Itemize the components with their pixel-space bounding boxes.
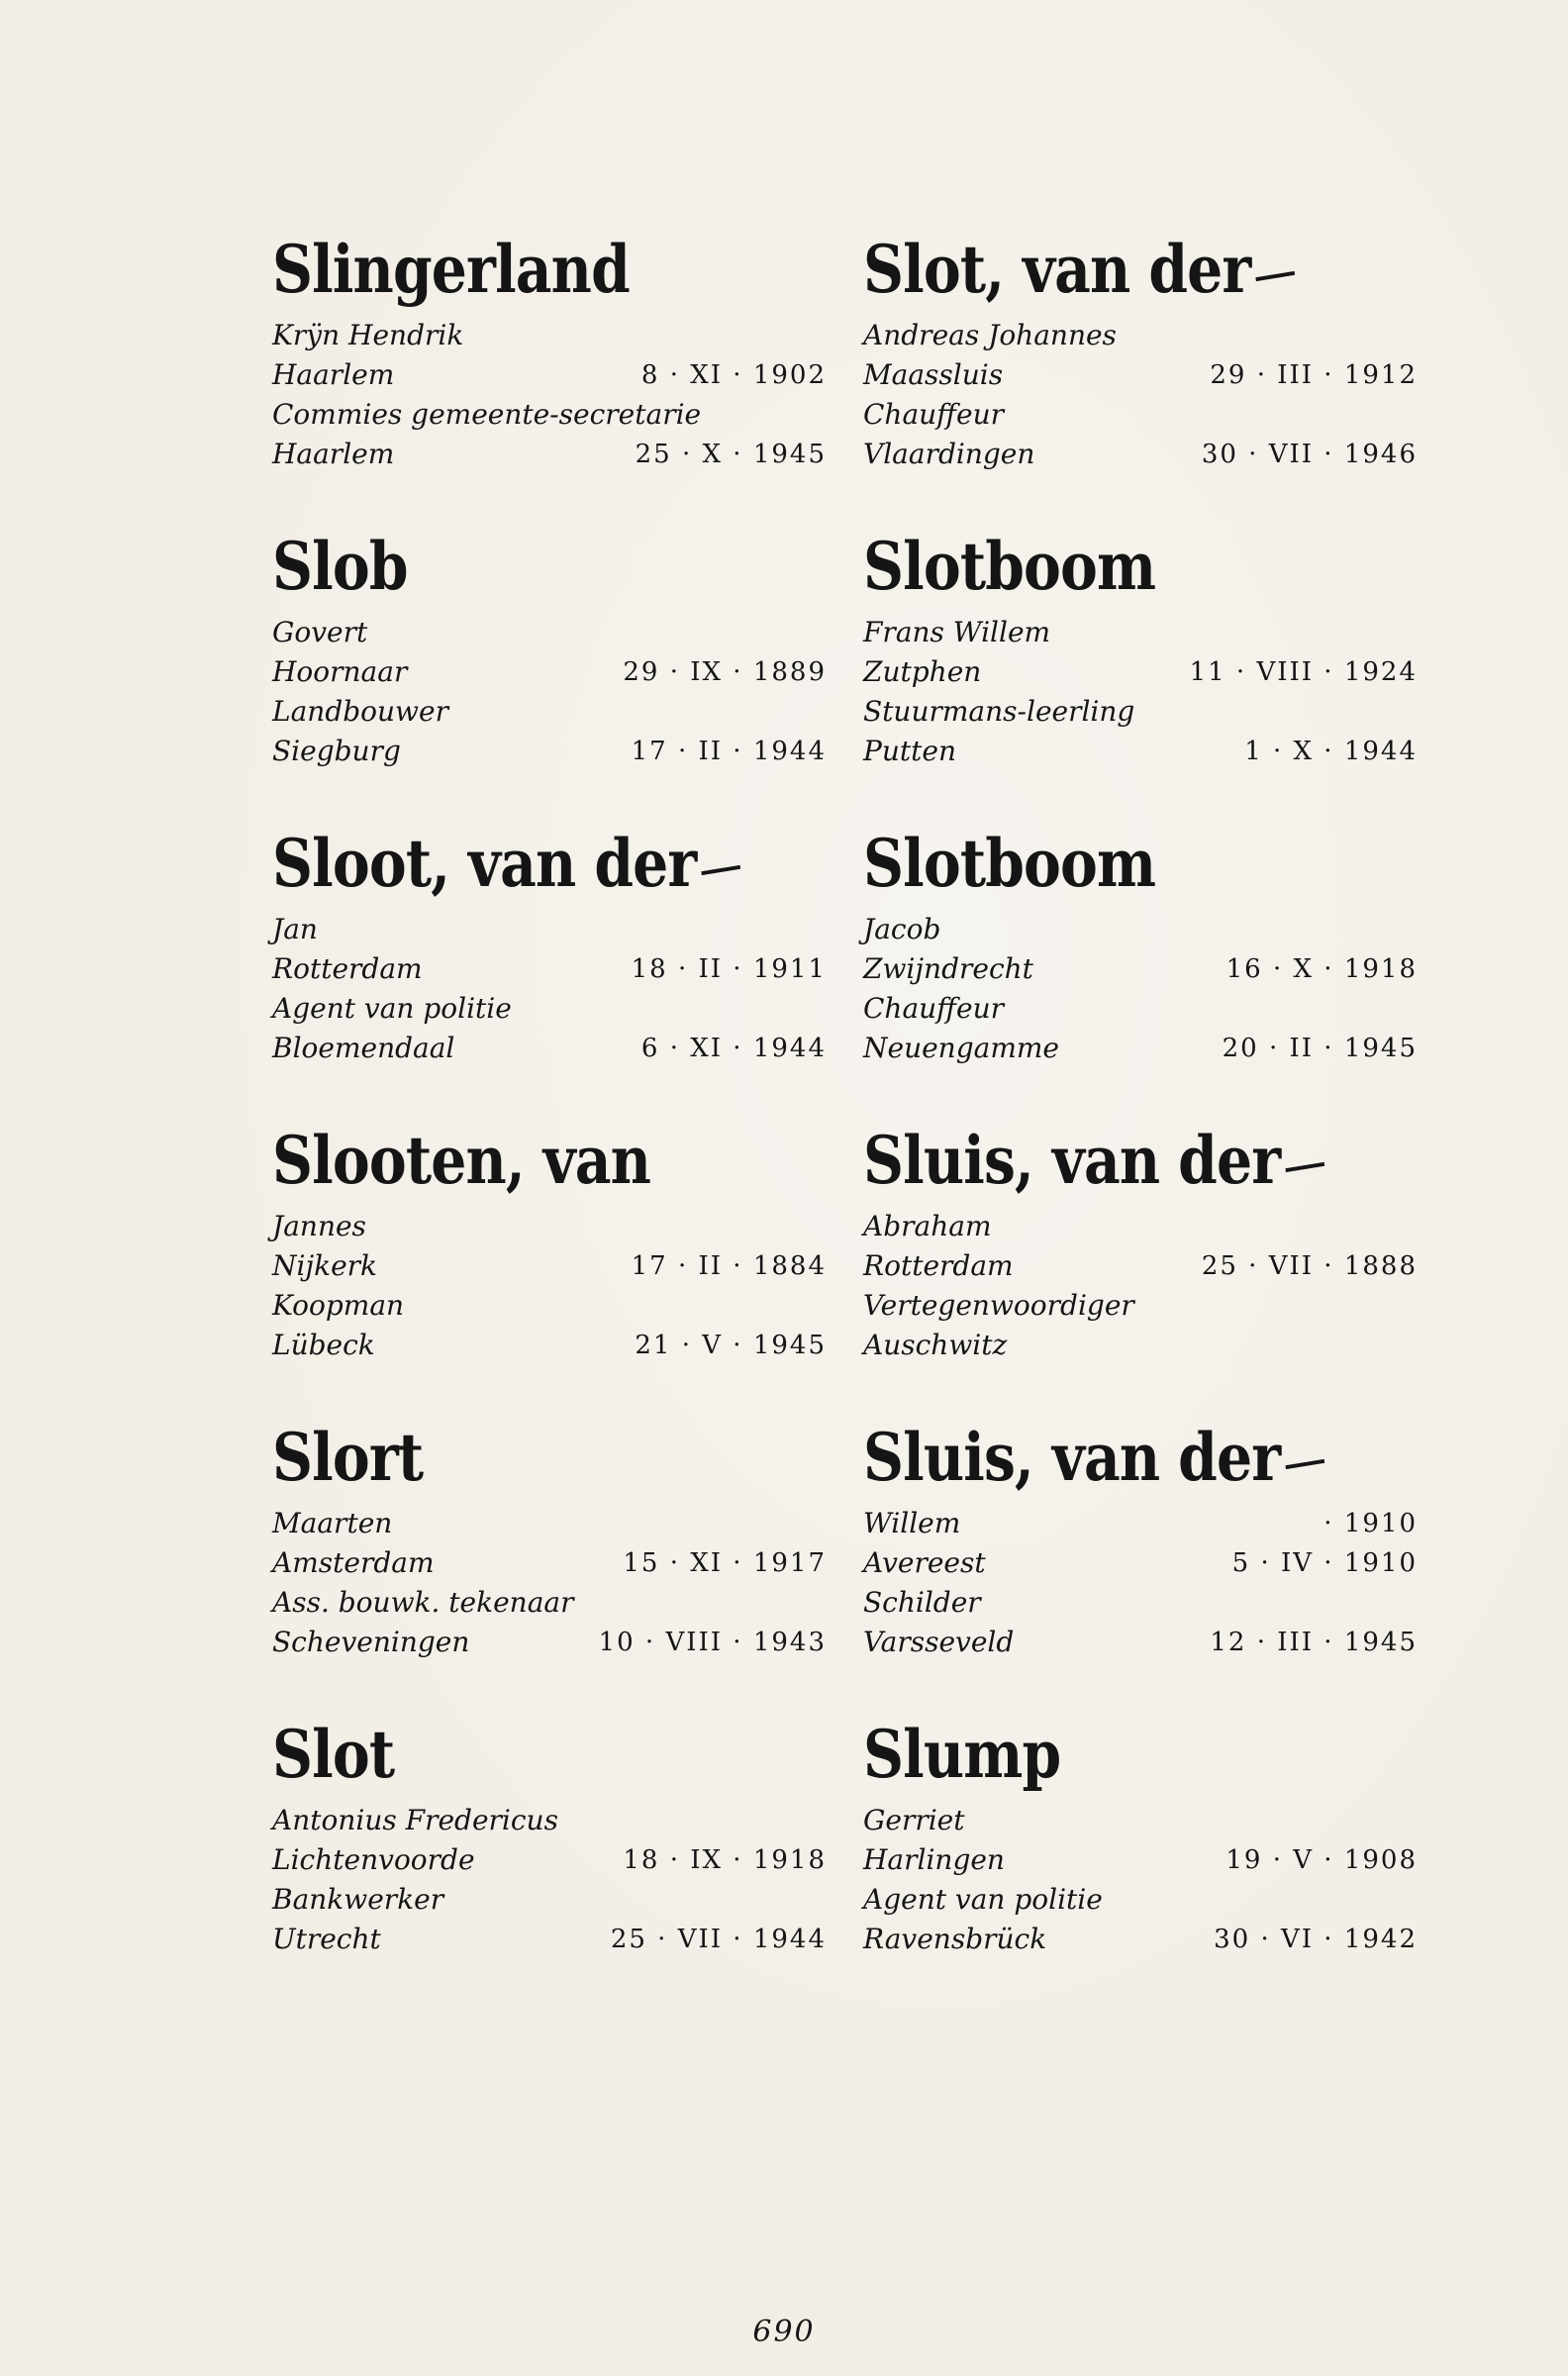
death-place: Siegburg	[272, 735, 401, 767]
birth-line	[863, 653, 1418, 691]
occupation-line	[272, 990, 827, 1028]
first-names-line	[272, 911, 827, 948]
occupation-line	[863, 693, 1418, 731]
surname: Slooten, van	[272, 1122, 651, 1199]
birth-date: 18 · II · 1911	[631, 954, 827, 984]
birth-date: 25 · VII · 1888	[1201, 1251, 1418, 1281]
birth-line	[272, 1841, 827, 1879]
entry	[863, 527, 1418, 814]
first-names: Jannes	[272, 1210, 366, 1242]
entry	[863, 1121, 1418, 1408]
occupation-line	[272, 1584, 827, 1622]
birth-line	[863, 1544, 1418, 1582]
entry	[272, 1418, 827, 1705]
birth-line	[863, 950, 1418, 988]
death-place: Neuengamme	[863, 1032, 1059, 1064]
entry	[272, 230, 827, 517]
death-place: Utrecht	[272, 1923, 381, 1955]
birth-line	[272, 653, 827, 691]
flourish-stroke	[1285, 1162, 1324, 1172]
occupation: Commies gemeente-secretarie	[272, 398, 702, 431]
first-names: Jacob	[863, 913, 941, 945]
date: · 1910	[1323, 1509, 1418, 1538]
first-names-line	[272, 1505, 827, 1542]
birth-date: 29 · III · 1912	[1210, 360, 1418, 390]
death-date: 30 · VII · 1946	[1201, 440, 1418, 469]
birth-place: Nijkerk	[272, 1249, 378, 1282]
death-line	[863, 1921, 1418, 1958]
surname: Slotboom	[863, 825, 1156, 902]
birth-date: 18 · IX · 1918	[623, 1845, 827, 1875]
birth-date: 8 · XI · 1902	[640, 360, 827, 390]
death-date: 20 · II · 1945	[1222, 1034, 1418, 1063]
flourish-stroke	[1285, 1459, 1324, 1469]
birth-line	[272, 950, 827, 988]
occupation: Bankwerker	[272, 1883, 444, 1916]
birth-place: Rotterdam	[863, 1249, 1014, 1282]
first-names: Frans Willem	[863, 616, 1051, 648]
first-names: Govert	[272, 616, 368, 648]
occupation-line	[863, 990, 1418, 1028]
occupation-line	[863, 1287, 1418, 1325]
first-names: Abraham	[863, 1210, 992, 1242]
occupation-line	[863, 1881, 1418, 1919]
occupation: Agent van politie	[863, 1883, 1103, 1916]
occupation: Stuurmans-leerling	[863, 695, 1135, 728]
death-place: Haarlem	[272, 438, 395, 470]
occupation: Schilder	[863, 1586, 981, 1619]
occupation: Chauffeur	[863, 992, 1005, 1025]
surname: Slotboom	[863, 528, 1156, 605]
birth-line	[863, 356, 1418, 394]
birth-line	[863, 1841, 1418, 1879]
first-names-line	[272, 614, 827, 651]
birth-date: 17 · II · 1884	[631, 1251, 827, 1281]
first-names-line	[863, 1505, 1418, 1542]
death-line	[272, 733, 827, 770]
death-line	[863, 1030, 1418, 1067]
death-place: Varsseveld	[863, 1626, 1015, 1658]
birth-line	[272, 1247, 827, 1285]
birth-date: 11 · VIII · 1924	[1189, 657, 1418, 687]
surname: Sluis, van der	[863, 1121, 1324, 1200]
death-date: 10 · VIII · 1943	[598, 1628, 827, 1657]
death-date: 1 · X · 1944	[1244, 737, 1418, 766]
surname: Slingerland	[272, 231, 630, 308]
first-names-line	[863, 614, 1418, 651]
death-line	[863, 733, 1418, 770]
first-names: Antonius Fredericus	[272, 1804, 558, 1836]
first-names: Maarten	[272, 1507, 393, 1539]
death-line	[863, 1327, 1418, 1364]
death-date: 25 · VII · 1944	[610, 1925, 827, 1954]
death-line	[272, 1921, 827, 1958]
first-names-line	[863, 1208, 1418, 1245]
death-line	[272, 436, 827, 473]
first-names: Gerriet	[863, 1804, 965, 1836]
flourish-stroke	[702, 865, 741, 875]
death-date: 25 · X · 1945	[635, 440, 827, 469]
death-place: Auschwitz	[863, 1329, 1008, 1361]
entry	[863, 1418, 1418, 1705]
death-place: Scheveningen	[272, 1626, 470, 1658]
death-place: Vlaardingen	[863, 438, 1035, 470]
occupation-line	[272, 1287, 827, 1325]
flourish-stroke	[1256, 271, 1296, 281]
birth-place: Zwijndrecht	[863, 952, 1033, 985]
death-line	[863, 1624, 1418, 1661]
birth-place: Amsterdam	[272, 1546, 435, 1579]
entry	[863, 824, 1418, 1111]
surname: Slump	[863, 1716, 1061, 1793]
occupation-line	[863, 396, 1418, 434]
death-date: 30 · VI · 1942	[1214, 1925, 1418, 1954]
first-names-line	[272, 1802, 827, 1839]
surname: Slob	[272, 528, 408, 605]
birth-place: Lichtenvoorde	[272, 1843, 475, 1876]
entry	[272, 527, 827, 814]
death-line	[863, 436, 1418, 473]
occupation-line	[863, 1584, 1418, 1622]
birth-line	[272, 1544, 827, 1582]
birth-date: 19 · V · 1908	[1225, 1845, 1418, 1875]
death-date: 6 · XI · 1944	[640, 1034, 827, 1063]
occupation: Landbouwer	[272, 695, 448, 728]
first-names-line	[863, 317, 1418, 354]
occupation-line	[272, 396, 827, 434]
birth-line	[272, 356, 827, 394]
birth-date: 16 · X · 1918	[1225, 954, 1418, 984]
birth-place: Haarlem	[272, 358, 395, 391]
birth-line	[863, 1247, 1418, 1285]
occupation-line	[272, 1881, 827, 1919]
occupation: Ass. bouwk. tekenaar	[272, 1586, 574, 1619]
occupation: Agent van politie	[272, 992, 512, 1025]
death-date: 12 · III · 1945	[1210, 1628, 1418, 1657]
entry	[863, 230, 1418, 517]
death-place: Putten	[863, 735, 956, 767]
occupation: Vertegenwoordiger	[863, 1289, 1134, 1322]
birth-place: Avereest	[863, 1546, 986, 1579]
birth-place: Maassluis	[863, 358, 1004, 391]
first-names-line	[272, 317, 827, 354]
surname: Slot, van der	[863, 230, 1295, 309]
surname: Sluis, van der	[863, 1418, 1324, 1497]
death-place: Lübeck	[272, 1329, 375, 1361]
birth-place: Hoornaar	[272, 655, 408, 688]
first-names-line	[272, 1208, 827, 1245]
occupation-line	[272, 693, 827, 731]
birth-place: Rotterdam	[272, 952, 423, 985]
birth-place: Zutphen	[863, 655, 982, 688]
death-date: 21 · V · 1945	[635, 1331, 827, 1360]
birth-date: 15 · XI · 1917	[623, 1548, 827, 1578]
entry	[863, 1715, 1418, 2002]
birth-date: 29 · IX · 1889	[623, 657, 827, 687]
entry	[272, 1121, 827, 1408]
first-names-line	[863, 1802, 1418, 1839]
page-number: 690	[752, 2315, 816, 2349]
first-names: Krÿn Hendrik	[272, 319, 464, 351]
entry	[272, 1715, 827, 2002]
occupation: Chauffeur	[863, 398, 1005, 431]
first-names: Willem	[863, 1507, 961, 1539]
death-date: 17 · II · 1944	[631, 737, 827, 766]
occupation: Koopman	[272, 1289, 405, 1322]
death-line	[272, 1624, 827, 1661]
surname: Slort	[272, 1419, 424, 1496]
first-names: Andreas Johannes	[863, 319, 1117, 351]
birth-date: 5 · IV · 1910	[1231, 1548, 1418, 1578]
birth-place: Harlingen	[863, 1843, 1005, 1876]
first-names-line	[863, 911, 1418, 948]
first-names: Jan	[272, 913, 318, 945]
entry	[272, 824, 827, 1111]
death-line	[272, 1327, 827, 1364]
surname: Sloot, van der	[272, 824, 740, 903]
death-place: Bloemendaal	[272, 1032, 455, 1064]
death-line	[272, 1030, 827, 1067]
death-place: Ravensbrück	[863, 1923, 1047, 1955]
surname: Slot	[272, 1716, 395, 1793]
